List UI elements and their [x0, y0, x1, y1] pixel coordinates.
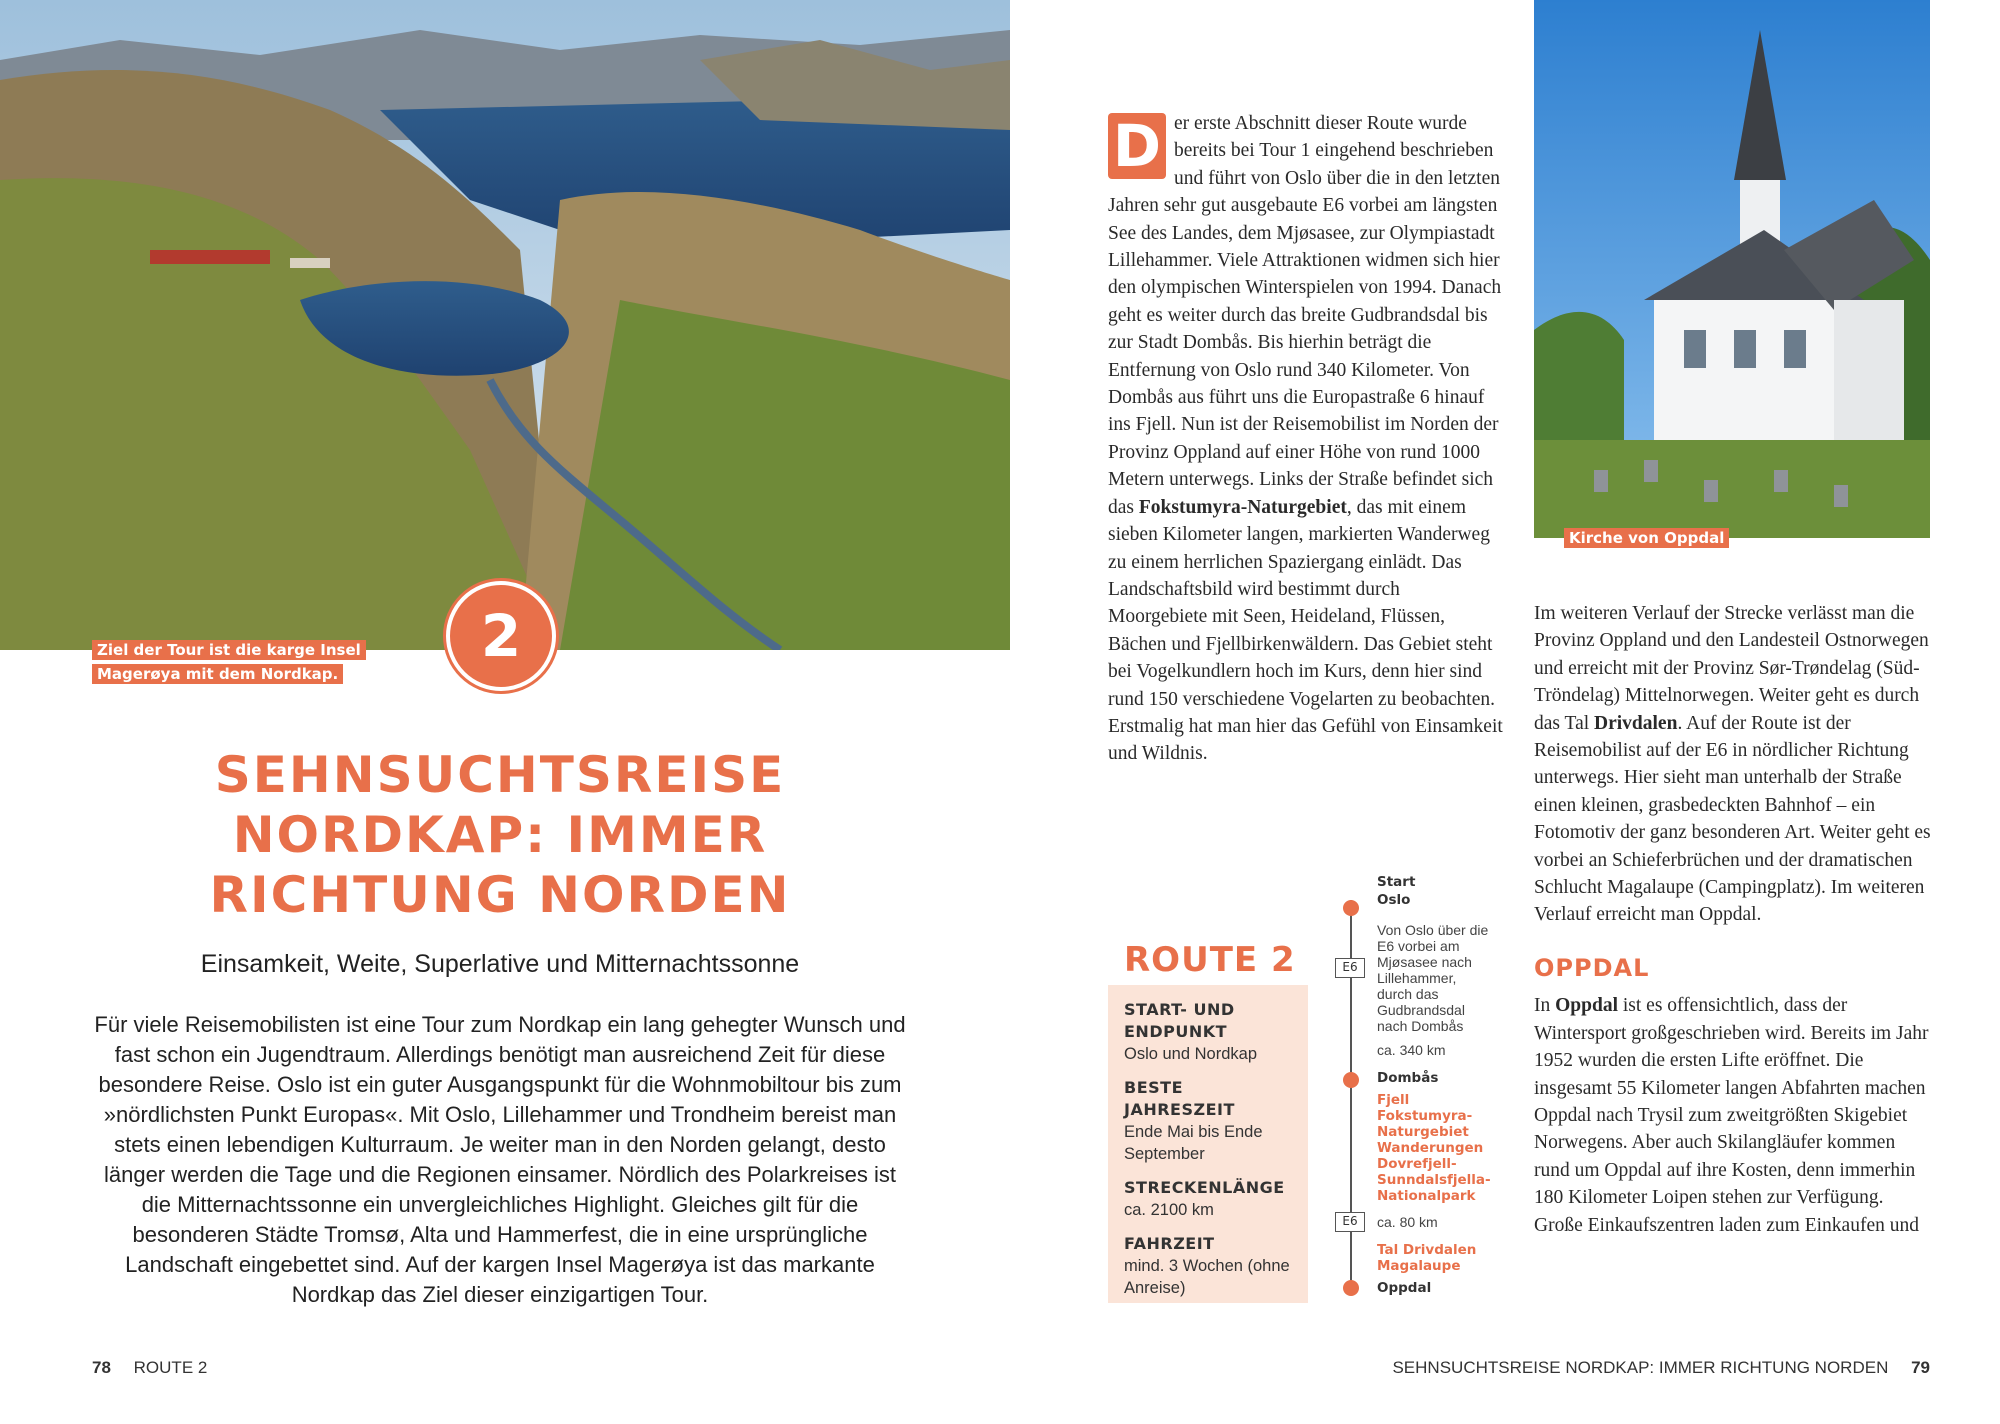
road-sign-e6: E6	[1335, 958, 1365, 978]
title-line-2: NORDKAP: IMMER	[232, 806, 768, 864]
timeline-stop-oppdal: Oppdal	[1377, 1280, 1432, 1296]
col2-text-3b: ist es offensichtlich, dass der Wintersport großgeschrieben wird. Bereits im Jahr 1952 wurden die ersten Lifte eröffnet. Die insgesamt 55 Kilometer langen Abfahrten machen Oppdal nach Trysil zum zweitgrößten Skigebiet Norwegens. Aber auch Skilangläufer kommen rund um Oppdal auf ihre Kosten, denn immerhin 180 Kilometer Loipen stehen zur Verfügung. Große Einkaufszentren laden zum Einkaufen und	[1534, 995, 1929, 1236]
footer-right	[1370, 1358, 1930, 1378]
timeline-highlights-2: Tal Drivdalen Magalaupe	[1377, 1242, 1477, 1274]
timeline-stop-dombas: Dombås	[1377, 1070, 1439, 1086]
col2-bold-2: Oppdal	[1555, 995, 1618, 1017]
church-photo	[1534, 0, 1930, 538]
fact-duration	[1124, 1233, 1292, 1299]
fact-season	[1124, 1077, 1292, 1165]
col1-text-1: er erste Abschnitt dieser Route wurde bereits bei Tour 1 eingehend beschrieben und führt von Oslo über die in den letzten Jahren sehr gut ausgebaute E6 vorbei am längsten See des Landes, dem Mjøsasee, zur Olympiastadt Lillehammer. Viele Attraktionen widmen sich hier den olympischen Winterspielen von 1994. Danach geht es weiter durch das breite Gudbrandsdal bis zur Stadt Dombås. Bis hierhin beträgt die Entfernung von Oslo rund 340 Kilometer. Von Dombås aus führt uns die Europastraße 6 hinauf ins Fjell. Nun ist der Reisemobilist im Norden der Provinz Oppland auf einer Höhe von rund 1000 Metern unterwegs. Links der Straße befindet sich das	[1108, 113, 1502, 518]
timeline-distance-1: ca. 340 km	[1377, 1042, 1446, 1058]
fact-value: mind. 3 Wochen (ohne Anreise)	[1124, 1257, 1290, 1297]
intro-paragraph: Für viele Reisemobilisten ist eine Tour zum Nordkap ein lang gehegter Wunsch und fast schon ein Jugendtraum. Allerdings benötigt man ausreichend Zeit für diese besondere Reise. Oslo ist ein guter Ausgangspunkt für die Wohnmobiltour bis zum »nördlichsten Punkt Europas«. Mit Oslo, Lillehammer und Trondheim bereist man stets einen lebendigen Kulturraum. Je weiter man in den Norden gelangt, desto länger werden die Tage und die Regionen einsamer. Nördlich des Polarkreises ist die Mitternachtssonne ein unvergleichliches Highlight. Gleiches gilt für die besonderen Städte Tromsø, Alta und Hammerfest, die in eine ursprüngliche Landschaft eingebettet sind. Auf der kargen Insel Magerøya ist das markante Nordkap das Ziel dieser einzigartigen Tour.	[94, 1012, 906, 1307]
timeline-dot-oppdal	[1343, 1280, 1359, 1296]
col1-bold-1: Fokstumyra-Naturgebiet	[1138, 496, 1347, 518]
timeline-highlights-1: Fjell Fokstumyra-Naturgebiet Wanderungen Dovrefjell-Sunndalsfjella-Nationalpark	[1377, 1092, 1491, 1204]
col2-paragraph-1	[1534, 600, 1934, 929]
col2-bold-1: Drivdalen	[1594, 712, 1678, 734]
fact-key: START- UND ENDPUNKT	[1124, 1000, 1235, 1041]
section-heading-oppdal: OPPDAL	[1534, 953, 1650, 982]
route-box-label: ROUTE 2	[1124, 940, 1296, 980]
photo-caption-line-1: Ziel der Tour ist die karge Insel	[92, 640, 366, 660]
title-line-3: RICHTUNG NORDEN	[209, 866, 791, 924]
timeline-dot-dombas	[1343, 1072, 1359, 1088]
photo-caption-line-2: Magerøya mit dem Nordkap.	[92, 664, 343, 684]
fact-value: Oslo und Nordkap	[1124, 1045, 1257, 1063]
col2-text-1: Im weiteren Verlauf der Strecke verlässt man die Provinz Oppland und den Landesteil Ostnorwegen und erreicht mit der Provinz Sør-Trøndelag (Süd-Tröndelag) Mittelnorwegen. Weiter geht es durch das Tal	[1534, 603, 1929, 734]
church-photo-caption: Kirche von Oppdal	[1564, 528, 1729, 548]
drop-cap: D	[1108, 113, 1166, 179]
fact-key: FAHRZEIT	[1124, 1234, 1215, 1253]
fact-value: ca. 2100 km	[1124, 1201, 1214, 1219]
col2-text-3a: In	[1534, 995, 1551, 1017]
page-title	[90, 745, 910, 925]
running-head-left: ROUTE 2	[133, 1358, 208, 1377]
title-line-1: SEHNSUCHTSREISE	[214, 746, 786, 804]
route-facts-box	[1108, 985, 1308, 1303]
timeline-dot-start	[1343, 900, 1359, 916]
fact-length	[1124, 1177, 1292, 1221]
timeline-distance-2: ca. 80 km	[1377, 1214, 1438, 1230]
fact-key: BESTE JAHRESZEIT	[1124, 1078, 1235, 1119]
fjord-landscape-photo	[0, 0, 1010, 650]
col2-paragraph-2	[1534, 992, 1934, 1239]
fact-key: STRECKENLÄNGE	[1124, 1178, 1285, 1197]
timeline-start-label: Start	[1377, 874, 1416, 890]
timeline-desc-1: Von Oslo über die E6 vorbei am Mjøsasee nach Lillehammer, durch das Gudbrandsdal nach Dombås	[1377, 922, 1489, 1034]
route-number-badge: 2	[446, 581, 556, 691]
page-number-left: 78	[92, 1358, 111, 1377]
landscape-illustration	[0, 0, 1010, 650]
church-illustration	[1534, 0, 1930, 538]
page-number-right: 79	[1911, 1358, 1930, 1377]
timeline-start-place: Oslo	[1377, 892, 1411, 908]
subtitle: Einsamkeit, Weite, Superlative und Mitternachtssonne	[200, 950, 800, 978]
route-timeline	[1335, 870, 1525, 1310]
body-column-2	[1534, 600, 1934, 1239]
fact-start-end	[1124, 999, 1292, 1065]
road-sign-e6: E6	[1335, 1212, 1365, 1232]
col2-text-2: . Auf der Route ist der Reisemobilist auf der E6 in nördlicher Richtung unterwegs. Hier sieht man unterhalb der Straße einen kleinen, grasbedeckten Bahnhof – ein Fotomotiv der ganz besonderen Art. Weiter geht es vorbei an Schieferbrüchen und der dramatischen Schlucht Magalaupe (Campingplatz). Im weiteren Verlauf erreicht man Oppdal.	[1534, 712, 1931, 926]
fact-value: Ende Mai bis Ende September	[1124, 1123, 1263, 1163]
col1-text-2: , das mit einem sieben Kilometer langen, markierten Wanderweg zu einem herrlichen Spaziergang einlädt. Das Landschaftsbild wird bestimmt durch Moorgebiete mit Seen, Heideland, Flüssen, Bächen und Fjellbirkenwäldern. Das Gebiet steht bei Vogelkundlern hoch im Kurs, denn hier sind rund 150 verschiedene Vogelarten zu beobachten. Erstmalig hat man hier das Gefühl von Einsamkeit und Wildnis.	[1108, 496, 1503, 765]
body-column-1	[1108, 110, 1504, 768]
running-head-right: SEHNSUCHTSREISE NORDKAP: IMMER RICHTUNG NORDEN	[1392, 1358, 1889, 1377]
footer-left	[92, 1358, 207, 1378]
